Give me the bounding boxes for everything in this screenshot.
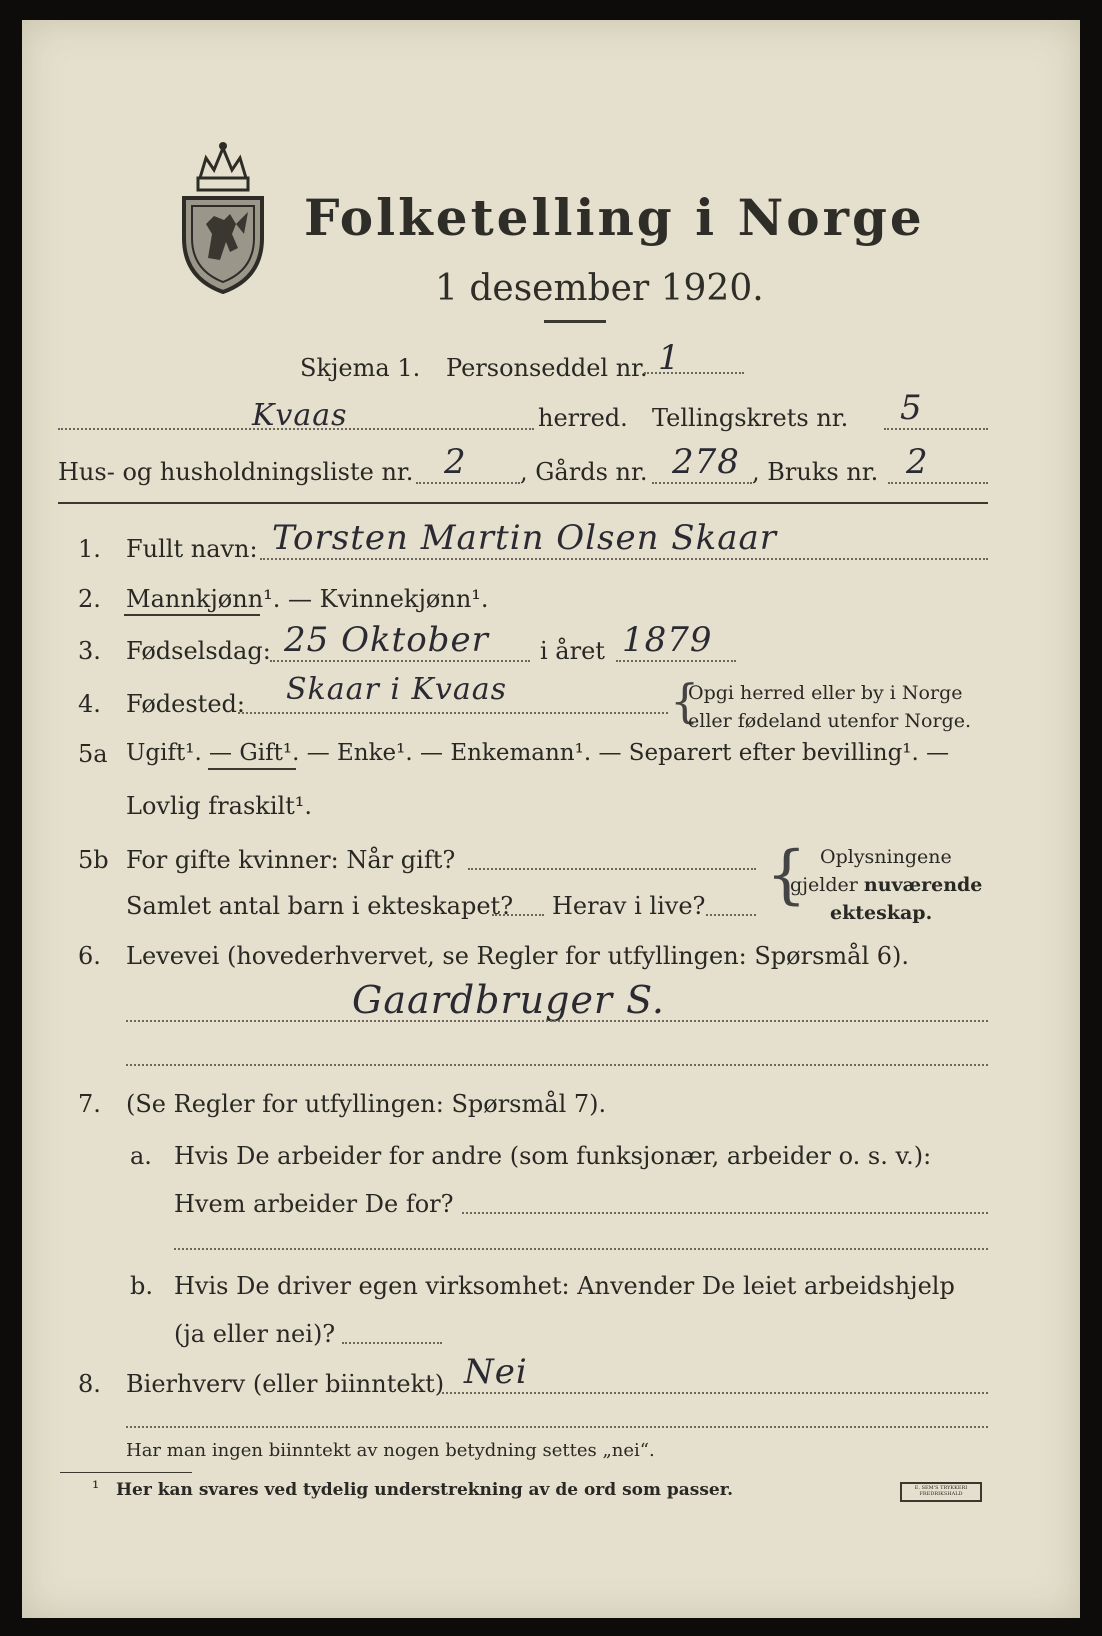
q7a-letter: a. <box>130 1142 152 1170</box>
q5b-brace: { <box>766 838 807 912</box>
q7a-line-2 <box>174 1248 988 1250</box>
tellingskrets-line <box>884 428 988 430</box>
gards-line <box>652 482 752 484</box>
husliste-value: 2 <box>444 442 467 482</box>
title-rule <box>544 320 606 323</box>
q5a-number: 5a <box>78 740 108 768</box>
q3-year-value: 1879 <box>622 620 713 660</box>
tellingskrets-label: Tellingskrets nr. <box>652 404 849 432</box>
q4-birthplace-value: Skaar i Kvaas <box>286 672 508 707</box>
q6-line-2 <box>126 1064 988 1066</box>
q8-secondary-income-value: Nei <box>464 1352 528 1392</box>
tellingskrets-value: 5 <box>900 388 923 428</box>
q6-occupation-label: Levevei (hovederhvervet, se Regler for utfyllingen: Spørsmål 6). <box>126 942 910 970</box>
q5b-note-2: gjelder nuværende <box>790 874 983 896</box>
husliste-line <box>416 482 520 484</box>
personseddel-label: Personseddel nr. <box>446 354 648 382</box>
gards-label: , Gårds nr. <box>520 458 648 486</box>
herred-value: Kvaas <box>252 398 348 433</box>
q4-number: 4. <box>78 690 101 718</box>
q6-occupation-value: Gaardbruger S. <box>352 978 665 1022</box>
q5a-marital-options: Ugift¹. — Gift¹. — Enke¹. — Enkemann¹. — Separert efter bevilling¹. — <box>126 740 950 766</box>
q3-number: 3. <box>78 637 101 665</box>
personseddel-line <box>644 372 744 374</box>
q4-line <box>238 712 668 714</box>
census-date: 1 desember 1920. <box>435 268 764 309</box>
herred-label: herred. <box>538 404 628 432</box>
q1-line <box>260 558 988 560</box>
q1-number: 1. <box>78 535 101 563</box>
q6-number: 6. <box>78 942 101 970</box>
q5b-note-3: ekteskap. <box>830 902 933 924</box>
q4-label: Fødested: <box>126 690 245 718</box>
q1-fullname-value: Torsten Martin Olsen Skaar <box>272 518 777 558</box>
printer-stamp: E. SEM'S TRYKKERI FREDRIKSHALD <box>900 1482 982 1502</box>
gards-value: 278 <box>672 442 740 482</box>
schema-label: Skjema 1. <box>300 354 421 382</box>
q7a-employer-line <box>462 1212 988 1214</box>
form-title: Folketelling i Norge <box>304 188 925 247</box>
nei-instruction: Har man ingen biinntekt av nogen betydning settes „nei“. <box>126 1440 655 1461</box>
q7b-yes-no-label: (ja eller nei)? <box>174 1320 336 1348</box>
q5b-number: 5b <box>78 846 109 874</box>
q8-number: 8. <box>78 1370 101 1398</box>
q3-label: Fødselsdag: <box>126 637 271 665</box>
q2-number: 2. <box>78 585 101 613</box>
q5a-divorced-option: Lovlig fraskilt¹. <box>126 792 313 820</box>
q5a-gift-underline <box>208 768 296 770</box>
q3-birthdate-value: 25 Oktober <box>284 620 489 660</box>
q8-label: Bierhverv (eller biinntekt) <box>126 1370 445 1398</box>
q7b-line <box>342 1342 442 1344</box>
q3-year-line <box>616 660 736 662</box>
header-rule <box>58 502 988 504</box>
q4-note-1: Opgi herred eller by i Norge <box>688 682 963 704</box>
footnote-rule <box>60 1472 192 1473</box>
q4-brace: { <box>670 674 700 728</box>
q7b-label: Hvis De driver egen virksomhet: Anvender De leiet arbeidshjelp <box>174 1272 955 1300</box>
q7a-employer-label: Hvem arbeider De for? <box>174 1190 454 1218</box>
q2-mannkjonn-underline <box>124 614 260 616</box>
q7-label: (Se Regler for utfyllingen: Spørsmål 7). <box>126 1090 607 1118</box>
census-form-page <box>22 20 1080 1618</box>
footnote-text: Her kan svares ved tydelig understrekning av de ord som passer. <box>116 1480 734 1500</box>
q6-line-1 <box>126 1020 988 1022</box>
q7-number: 7. <box>78 1090 101 1118</box>
q8-line-1 <box>442 1392 988 1394</box>
q5b-children-label: Samlet antal barn i ekteskapet? <box>126 892 514 920</box>
personseddel-value: 1 <box>658 338 681 378</box>
q7b-letter: b. <box>130 1272 153 1300</box>
q4-note-2: eller fødeland utenfor Norge. <box>688 710 972 732</box>
q5b-married-label: For gifte kvinner: Når gift? <box>126 846 456 874</box>
footnote-mark: ¹ <box>92 1478 100 1499</box>
coat-of-arms-icon <box>178 138 268 298</box>
q8-line-2 <box>126 1426 988 1428</box>
q5b-married-line <box>468 868 756 870</box>
q3-line <box>270 660 530 662</box>
q5b-alive-label: Herav i live? <box>552 892 706 920</box>
q5b-alive-line <box>706 914 756 916</box>
q5b-note-1: Oplysningene <box>820 846 952 868</box>
bruks-label: , Bruks nr. <box>752 458 879 486</box>
q5b-children-line <box>492 914 544 916</box>
q1-label: Fullt navn: <box>126 535 258 563</box>
q2-sex-options: Mannkjønn¹. — Kvinnekjønn¹. <box>126 585 489 613</box>
husliste-label: Hus- og husholdningsliste nr. <box>58 458 414 486</box>
bruks-line <box>888 482 988 484</box>
q3-year-label: i året <box>540 637 605 665</box>
q7a-label: Hvis De arbeider for andre (som funksjonær, arbeider o. s. v.): <box>174 1142 932 1170</box>
herred-line <box>58 428 534 430</box>
bruks-value: 2 <box>906 442 929 482</box>
